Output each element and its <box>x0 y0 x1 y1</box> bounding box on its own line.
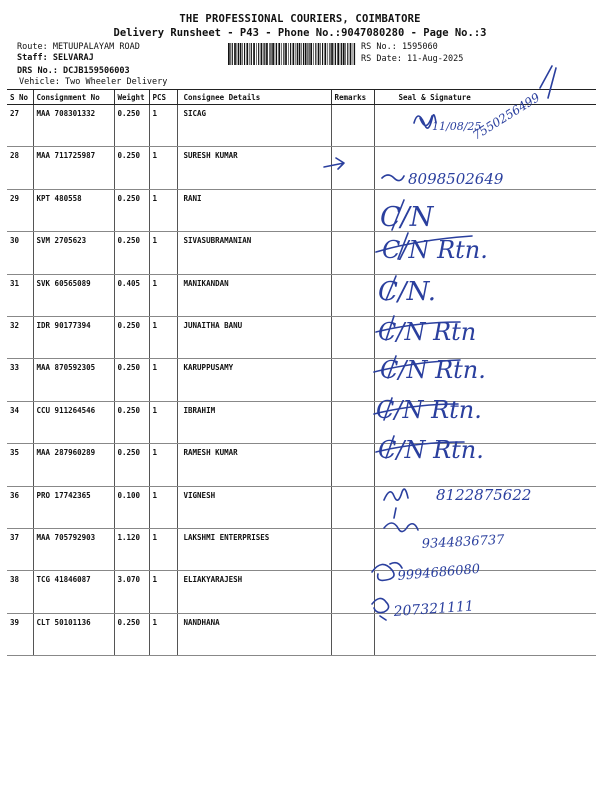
cell-weight: 0.100 <box>114 486 149 528</box>
barcode-bar <box>264 43 265 65</box>
barcode-bar <box>324 43 326 65</box>
sig-phone-27: 7550256499 <box>470 90 543 143</box>
route-label: Route: METUUPALAYAM ROAD <box>17 42 140 52</box>
cell-consignment: MAA 711725987 <box>33 147 114 189</box>
col-header-remarks: Remarks <box>331 90 374 105</box>
barcode-bar <box>230 43 231 65</box>
cell-sno: 28 <box>7 147 33 189</box>
sig-phone-38: 9994686080 <box>397 561 481 584</box>
cell-pcs: 1 <box>149 486 177 528</box>
barcode-bar <box>353 43 354 65</box>
cell-sno: 36 <box>7 486 33 528</box>
cell-weight: 0.250 <box>114 401 149 443</box>
barcode-bar <box>350 43 352 65</box>
barcode-bar <box>276 43 277 65</box>
cell-signature <box>374 486 596 528</box>
cell-remarks <box>331 444 374 486</box>
cell-consignee: SURESH KUMAR <box>177 147 331 189</box>
runsheet-subtitle: Delivery Runsheet - P43 - Phone No.:9047080280 - Page No.:3 <box>113 27 487 39</box>
cell-remarks <box>331 189 374 231</box>
rs-number: RS No.: 1595060 <box>361 42 438 52</box>
cell-remarks <box>331 401 374 443</box>
barcode-bar <box>270 43 271 65</box>
barcode-bar <box>331 43 333 65</box>
cell-signature <box>374 444 596 486</box>
staff-label: Staff: SELVARAJ <box>17 53 94 63</box>
barcode-bar <box>354 43 355 65</box>
col-header-weight: Weight <box>114 90 149 105</box>
cell-consignment: SVK 60565089 <box>33 274 114 316</box>
cell-remarks <box>331 232 374 274</box>
barcode-bar <box>237 43 238 65</box>
barcode-bar <box>345 43 346 65</box>
barcode-bar <box>253 43 255 65</box>
cell-consignment: MAA 705792903 <box>33 528 114 570</box>
cell-weight: 1.120 <box>114 528 149 570</box>
barcode-bar <box>296 43 297 65</box>
cell-sno: 34 <box>7 401 33 443</box>
barcode-bar <box>272 43 274 65</box>
cell-sno: 29 <box>7 189 33 231</box>
barcode-bar <box>244 43 245 65</box>
cell-consignee: JUNAITHA BANU <box>177 316 331 358</box>
barcode-bar <box>299 43 301 65</box>
cell-remarks <box>331 359 374 401</box>
cell-remarks <box>331 274 374 316</box>
cell-pcs: 1 <box>149 316 177 358</box>
sig-cn-34: C/N Rtn. <box>376 396 482 424</box>
cell-remarks <box>331 486 374 528</box>
cell-consignee: SIVASUBRAMANIAN <box>177 232 331 274</box>
table-row <box>7 401 596 443</box>
col-header-consignee: Consignee Details <box>177 90 331 105</box>
barcode-bar <box>329 43 330 65</box>
barcode-bar <box>232 43 233 65</box>
barcode-bar <box>334 43 335 65</box>
cell-sno: 32 <box>7 316 33 358</box>
barcode-bar <box>249 43 250 65</box>
cell-weight: 0.250 <box>114 613 149 655</box>
cell-remarks <box>331 147 374 189</box>
table-row <box>7 189 596 231</box>
sig-cn-33: C/N Rtn. <box>380 356 486 384</box>
cell-sno: 33 <box>7 359 33 401</box>
cell-sno: 31 <box>7 274 33 316</box>
cell-sno: 37 <box>7 528 33 570</box>
cell-consignment: KPT 480558 <box>33 189 114 231</box>
sig-cn-31: C/N. <box>378 277 437 307</box>
barcode-bar <box>303 43 304 65</box>
cell-weight: 0.250 <box>114 359 149 401</box>
barcode-bar <box>256 43 257 65</box>
barcode-bar <box>305 43 307 65</box>
vehicle-label: Vehicle: Two Wheeler Delivery <box>19 77 168 87</box>
cell-consignee: KARUPPUSAMY <box>177 359 331 401</box>
table-row <box>7 147 596 189</box>
sig-cn-29: C/N <box>380 202 434 233</box>
col-header-consignment: Consignment No <box>33 90 114 105</box>
cell-remarks <box>331 613 374 655</box>
cell-weight: 0.250 <box>114 316 149 358</box>
barcode-bar <box>318 43 320 65</box>
rs-date: RS Date: 11-Aug-2025 <box>361 54 464 64</box>
cell-consignment: IDR 90177394 <box>33 316 114 358</box>
table-row <box>7 486 596 528</box>
cell-sno: 30 <box>7 232 33 274</box>
barcode-bar <box>275 43 276 65</box>
cell-signature <box>374 571 596 613</box>
barcode-bar <box>327 43 328 65</box>
barcode-bar <box>290 43 291 65</box>
cell-pcs: 1 <box>149 359 177 401</box>
barcode-bar <box>234 43 236 65</box>
barcode-bar <box>347 43 348 65</box>
cell-consignee: IBRAHIM <box>177 401 331 443</box>
cell-weight: 0.405 <box>114 274 149 316</box>
barcode-bar <box>297 43 298 65</box>
barcode-bar <box>322 43 323 65</box>
col-header-pcs: PCS <box>149 90 177 105</box>
cell-remarks <box>331 528 374 570</box>
cell-pcs: 1 <box>149 571 177 613</box>
cell-consignment: MAA 870592305 <box>33 359 114 401</box>
cell-sno: 38 <box>7 571 33 613</box>
runsheet-table <box>7 89 596 656</box>
barcode-bar <box>238 43 239 65</box>
barcode-bar <box>228 43 230 65</box>
cell-remarks <box>331 571 374 613</box>
cell-consignment: MAA 708301332 <box>33 105 114 147</box>
cell-signature <box>374 316 596 358</box>
table-row <box>7 316 596 358</box>
cell-weight: 0.250 <box>114 189 149 231</box>
cell-weight: 0.250 <box>114 147 149 189</box>
drs-number: DRS No.: DCJB159506003 <box>17 66 130 76</box>
cell-signature <box>374 147 596 189</box>
cell-remarks <box>331 316 374 358</box>
barcode-bar <box>266 43 268 65</box>
barcode-bar <box>258 43 259 65</box>
cell-consignment: CLT 50101136 <box>33 613 114 655</box>
cell-consignment: SVM 2705623 <box>33 232 114 274</box>
table-row <box>7 571 596 613</box>
table-row <box>7 232 596 274</box>
cell-pcs: 1 <box>149 147 177 189</box>
cell-weight: 3.070 <box>114 571 149 613</box>
sig-phone-28: 8098502649 <box>408 170 504 188</box>
barcode-bar <box>343 43 345 65</box>
cell-signature <box>374 401 596 443</box>
table-row <box>7 359 596 401</box>
cell-consignee: NANDHANA <box>177 613 331 655</box>
sig-cn-30: C/N Rtn. <box>382 236 488 264</box>
barcode-bar <box>307 43 308 65</box>
cell-pcs: 1 <box>149 105 177 147</box>
sig-phone-37: 9344836737 <box>421 532 505 552</box>
cell-pcs: 1 <box>149 401 177 443</box>
cell-consignment: PRO 17742365 <box>33 486 114 528</box>
barcode-bar <box>315 43 316 65</box>
cell-consignment: CCU 911264546 <box>33 401 114 443</box>
barcode-bar <box>263 43 264 65</box>
cell-consignee: VIGNESH <box>177 486 331 528</box>
cell-consignee: SICAG <box>177 105 331 147</box>
barcode-bar <box>242 43 243 65</box>
barcode-bar <box>309 43 310 65</box>
cell-pcs: 1 <box>149 274 177 316</box>
cell-consignee: MANIKANDAN <box>177 274 331 316</box>
sig-cn-35: C/N Rtn. <box>378 436 484 464</box>
barcode-bar <box>335 43 336 65</box>
barcode-bar <box>301 43 302 65</box>
table-row <box>7 105 596 147</box>
sig-phone-36: 8122875622 <box>436 486 532 504</box>
sig-cn-32: C/N Rtn <box>378 318 477 346</box>
cell-consignment: TCG 41846087 <box>33 571 114 613</box>
cell-pcs: 1 <box>149 189 177 231</box>
cell-sno: 39 <box>7 613 33 655</box>
barcode-bar <box>320 43 321 65</box>
cell-signature <box>374 232 596 274</box>
barcode-bar <box>310 43 312 65</box>
cell-signature <box>374 528 596 570</box>
sig-date-27: 11/08/25 <box>432 120 482 133</box>
cell-signature <box>374 274 596 316</box>
barcode-bar <box>313 43 314 65</box>
cell-weight: 0.250 <box>114 105 149 147</box>
col-header-signature: Seal & Signature <box>374 90 596 105</box>
cell-remarks <box>331 105 374 147</box>
sig-phone-39: 207321111 <box>393 598 475 620</box>
cell-pcs: 1 <box>149 613 177 655</box>
cell-pcs: 1 <box>149 232 177 274</box>
cell-weight: 0.250 <box>114 444 149 486</box>
table-row <box>7 274 596 316</box>
table-row <box>7 613 596 655</box>
barcode-bar <box>285 43 287 65</box>
cell-consignee: RAMESH KUMAR <box>177 444 331 486</box>
barcode-bar <box>288 43 289 65</box>
cell-pcs: 1 <box>149 444 177 486</box>
cell-signature <box>374 359 596 401</box>
table-header-row <box>7 90 596 105</box>
table-row <box>7 528 596 570</box>
barcode-bar <box>261 43 263 65</box>
barcode-bar <box>340 43 341 65</box>
cell-consignee: RANI <box>177 189 331 231</box>
table-row <box>7 444 596 486</box>
barcode-bar <box>283 43 284 65</box>
page-title: THE PROFESSIONAL COURIERS, COIMBATORE <box>179 13 421 25</box>
cell-signature <box>374 613 596 655</box>
barcode-bar <box>251 43 252 65</box>
barcode-bar <box>281 43 282 65</box>
barcode-bar <box>269 43 270 65</box>
barcode-bar <box>278 43 280 65</box>
barcode-bar <box>240 43 242 65</box>
cell-pcs: 1 <box>149 528 177 570</box>
cell-signature <box>374 105 596 147</box>
cell-sno: 35 <box>7 444 33 486</box>
barcode-icon <box>228 43 356 65</box>
cell-sno: 27 <box>7 105 33 147</box>
barcode-bar <box>341 43 342 65</box>
barcode-bar <box>293 43 295 65</box>
barcode-bar <box>246 43 248 65</box>
col-header-sno: S No <box>7 90 33 105</box>
cell-signature <box>374 189 596 231</box>
cell-consignment: MAA 287960289 <box>33 444 114 486</box>
cell-consignee: ELIAKYARAJESH <box>177 571 331 613</box>
cell-consignee: LAKSHMI ENTERPRISES <box>177 528 331 570</box>
cell-weight: 0.250 <box>114 232 149 274</box>
barcode-bar <box>337 43 339 65</box>
